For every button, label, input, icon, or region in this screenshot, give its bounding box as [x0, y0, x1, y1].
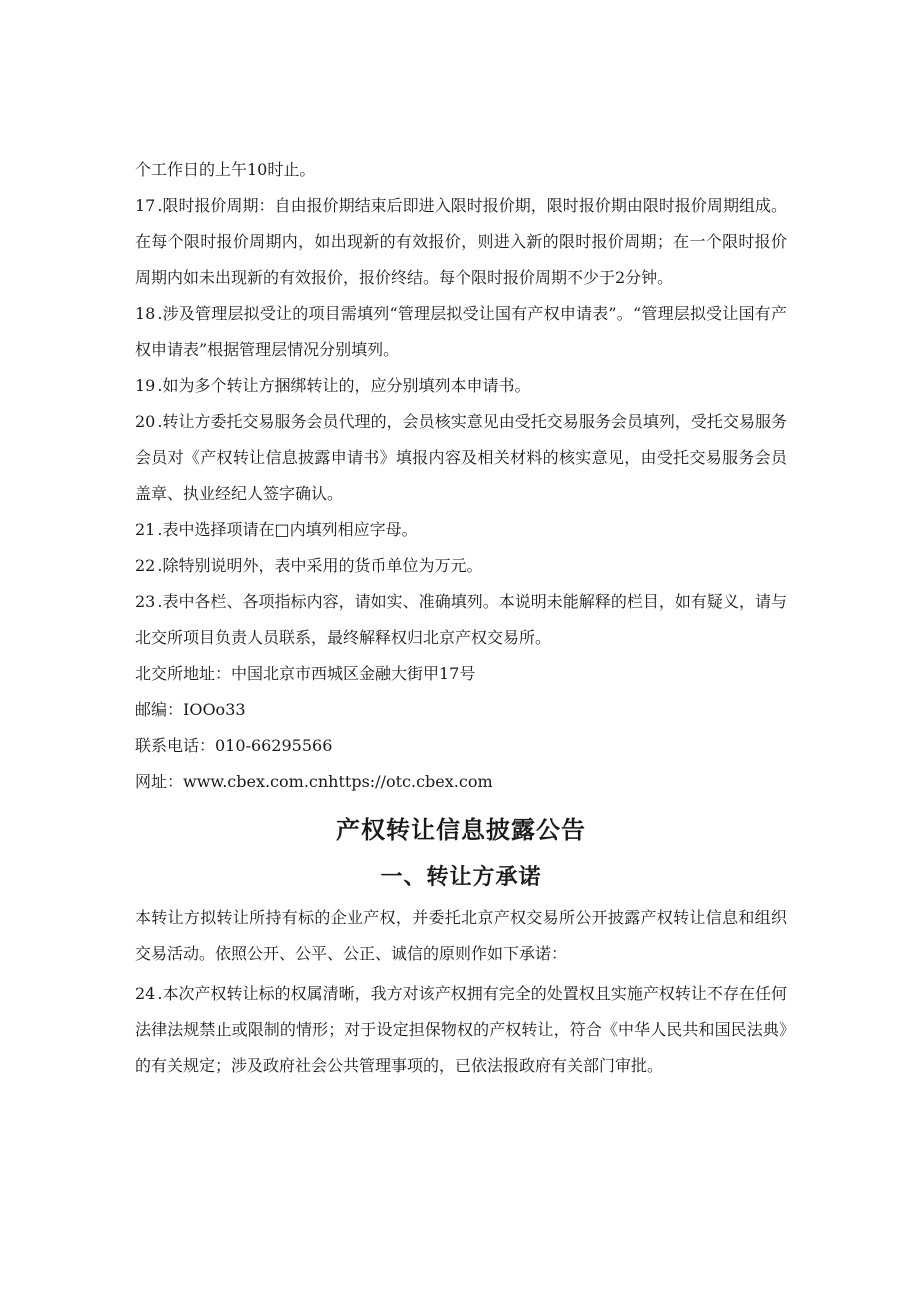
intro-paragraph: 本转让方拟转让所持有标的企业产权，并委托北京产权交易所公开披露产权转让信息和组织交易活动。依照公开、公平、公正、诚信的原则作如下承诺： [135, 908, 787, 963]
note-number: 21 [135, 520, 156, 539]
contact-address: 北交所地址：中国北京市西城区金融大街甲17号 [135, 664, 476, 683]
note-text: .表中选择项请在□内填列相应字母。 [157, 520, 418, 539]
document-page [135, 152, 787, 1084]
note-item-23 [135, 584, 787, 656]
note-item-19 [135, 368, 787, 404]
note-number: 18 [135, 304, 156, 323]
note-text: .涉及管理层拟受让的项目需填列“管理层拟受让国有产权申请表”。“管理层拟受让国有产权申请表”根据管理层情况分别填列。 [135, 304, 787, 359]
contact-phone: 联系电话：010-66295566 [135, 736, 333, 755]
continuation-text: 个工作日的上午10时止。 [135, 160, 316, 179]
note-number: 24 [135, 984, 156, 1003]
note-text: .除特别说明外，表中采用的货币单位为万元。 [157, 556, 483, 575]
note-number: 23 [135, 592, 156, 611]
document-title: 产权转让信息披露公告 [336, 816, 586, 844]
note-number: 17 [135, 196, 156, 215]
note-item-21 [135, 512, 787, 548]
note-text: .本次产权转让标的权属清晰，我方对该产权拥有完全的处置权且实施产权转让不存在任何法律法规禁止或限制的情形；对于设定担保物权的产权转让，符合《中华人民共和国民法典》的有关规定；涉及政府社会公共管理事项的，已依法报政府有关部门审批。 [135, 984, 787, 1075]
note-item-17 [135, 188, 787, 296]
notes-list [135, 188, 787, 656]
note-text: .转让方委托交易服务会员代理的，会员核实意见由受托交易服务会员填列，受托交易服务会员对《产权转让信息披露申请书》填报内容及相关材料的核实意见，由受托交易服务会员盖章、执业经纪人签字确认。 [135, 412, 787, 503]
note-item-22 [135, 548, 787, 584]
note-item-24 [135, 976, 787, 1084]
note-number: 19 [135, 376, 156, 395]
contact-website: 网址：www.cbex.com.cnhttps://otc.cbex.com [135, 772, 493, 791]
contact-postcode: 邮编：IOOo33 [135, 700, 246, 719]
contact-block [135, 656, 787, 800]
note-item-18 [135, 296, 787, 368]
note-text: .表中各栏、各项指标内容，请如实、准确填列。本说明未能解释的栏目，如有疑义，请与北交所项目负责人员联系，最终解释权归北京产权交易所。 [135, 592, 787, 647]
note-text: .限时报价周期：自由报价期结束后即进入限时报价期，限时报价期由限时报价周期组成。在每个限时报价周期内，如出现新的有效报价，则进入新的限时报价周期；在一个限时报价周期内如未出现新的有效报价，报价终结。每个限时报价周期不少于2分钟。 [135, 196, 787, 287]
section-title: 一、转让方承诺 [380, 864, 542, 890]
note-number: 22 [135, 556, 156, 575]
note-item-20 [135, 404, 787, 512]
note-text: .如为多个转让方捆绑转让的，应分别填列本申请书。 [157, 376, 531, 395]
note-number: 20 [135, 412, 156, 431]
